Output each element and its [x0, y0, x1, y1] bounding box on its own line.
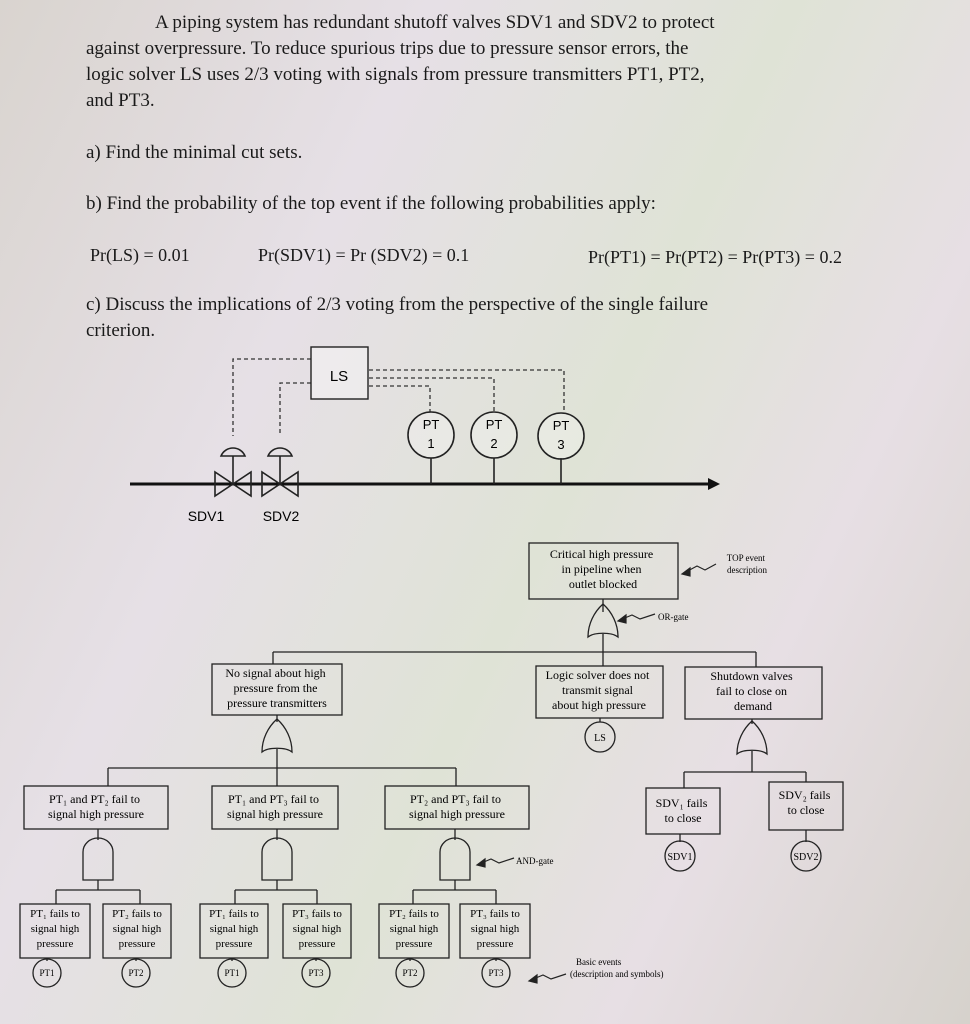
or-gate-label: OR-gate	[658, 612, 689, 622]
part-c-line-2: criterion.	[86, 320, 156, 341]
svg-text:3: 3	[557, 437, 565, 452]
pt3-symbol	[538, 413, 584, 459]
no-signal-event: No signal about high pressure from the pressure transmitters	[225, 666, 327, 710]
shutdown-event: Shutdown valves fail to close on demand	[710, 669, 793, 713]
pt2-symbol	[471, 412, 517, 458]
part-a: a) Find the minimal cut sets.	[86, 142, 303, 163]
prob-pt: Pr(PT1) = Pr(PT2) = Pr(PT3) = 0.2	[588, 247, 842, 267]
svg-text:2: 2	[490, 436, 498, 451]
sdv1-symbol	[215, 448, 251, 496]
basic-events-note: Basic events (description and symbols)	[570, 957, 664, 979]
sdv2-label: SDV2	[262, 508, 300, 524]
part-b: b) Find the probability of the top event if the following probabilities apply:	[86, 193, 656, 214]
and-gate-label: AND-gate	[516, 856, 554, 866]
svg-text:1: 1	[427, 436, 435, 451]
intro-line-4: and PT3.	[86, 90, 155, 111]
intro-line-2: against overpressure. To reduce spurious trips due to pressure sensor errors, the	[86, 38, 689, 59]
svg-text:PT: PT	[552, 418, 570, 433]
sdv2-fail-event: SDV₂ fails to close	[778, 788, 831, 817]
pt2-basic-a: PT2	[128, 968, 144, 978]
intro-line-1: A piping system has redundant shutoff valves SDV1 and SDV2 to protect	[155, 12, 715, 33]
pt3-basic-c: PT3	[488, 968, 504, 978]
sdv1-label: SDV1	[187, 508, 225, 524]
sdv1-basic-event: SDV1	[667, 852, 693, 863]
prob-sdv: Pr(SDV1) = Pr (SDV2) = 0.1	[258, 245, 470, 265]
pt3-fail-c: PT₃ fails to signal high pressure	[470, 908, 520, 950]
pt3-fail-b: PT₃ fails to signal high pressure	[292, 908, 342, 950]
sdv2-basic-event: SDV2	[793, 852, 819, 863]
pt1-fail-b: PT₁ fails to signal high pressure	[209, 908, 259, 950]
pair23-event: PT₂ and PT₃ fail to signal high pressure	[409, 792, 505, 821]
ls-box	[311, 347, 368, 399]
pair13-event: PT₁ and PT₃ fail to signal high pressure	[227, 792, 323, 821]
ls-label: LS	[329, 368, 349, 385]
pt2-fail-c: PT₂ fails to signal high pressure	[389, 908, 439, 950]
sdv2-symbol	[262, 448, 298, 496]
top-event: Critical high pressure in pipeline when outlet blocked	[549, 547, 654, 591]
top-event-annotation: TOP event description	[726, 553, 767, 575]
pt1-basic-a: PT1	[39, 968, 55, 978]
pt1-basic-b: PT1	[224, 968, 240, 978]
svg-text:PT: PT	[485, 417, 503, 432]
logic-solver-event: Logic solver does not transmit signal about high pressure	[545, 668, 650, 712]
svg-text:PT: PT	[422, 417, 440, 432]
pt1-symbol	[408, 412, 454, 458]
part-c-line-1: c) Discuss the implications of 2/3 voting from the perspective of the single failure	[86, 294, 709, 315]
sdv1-fail-event: SDV₁ fails to close	[655, 796, 708, 825]
pt3-basic-b: PT3	[308, 968, 324, 978]
ls-basic-event: LS	[594, 733, 606, 744]
pt2-fail-a: PT₂ fails to signal high pressure	[112, 908, 162, 950]
prob-ls: Pr(LS) = 0.01	[90, 245, 190, 265]
intro-line-3: logic solver LS uses 2/3 voting with signals from pressure transmitters PT1, PT2,	[86, 64, 705, 85]
pair12-event: PT₁ and PT₂ fail to signal high pressure	[48, 792, 144, 821]
pt1-fail-a: PT₁ fails to signal high pressure	[30, 908, 80, 950]
pt2-basic-c: PT2	[402, 968, 418, 978]
